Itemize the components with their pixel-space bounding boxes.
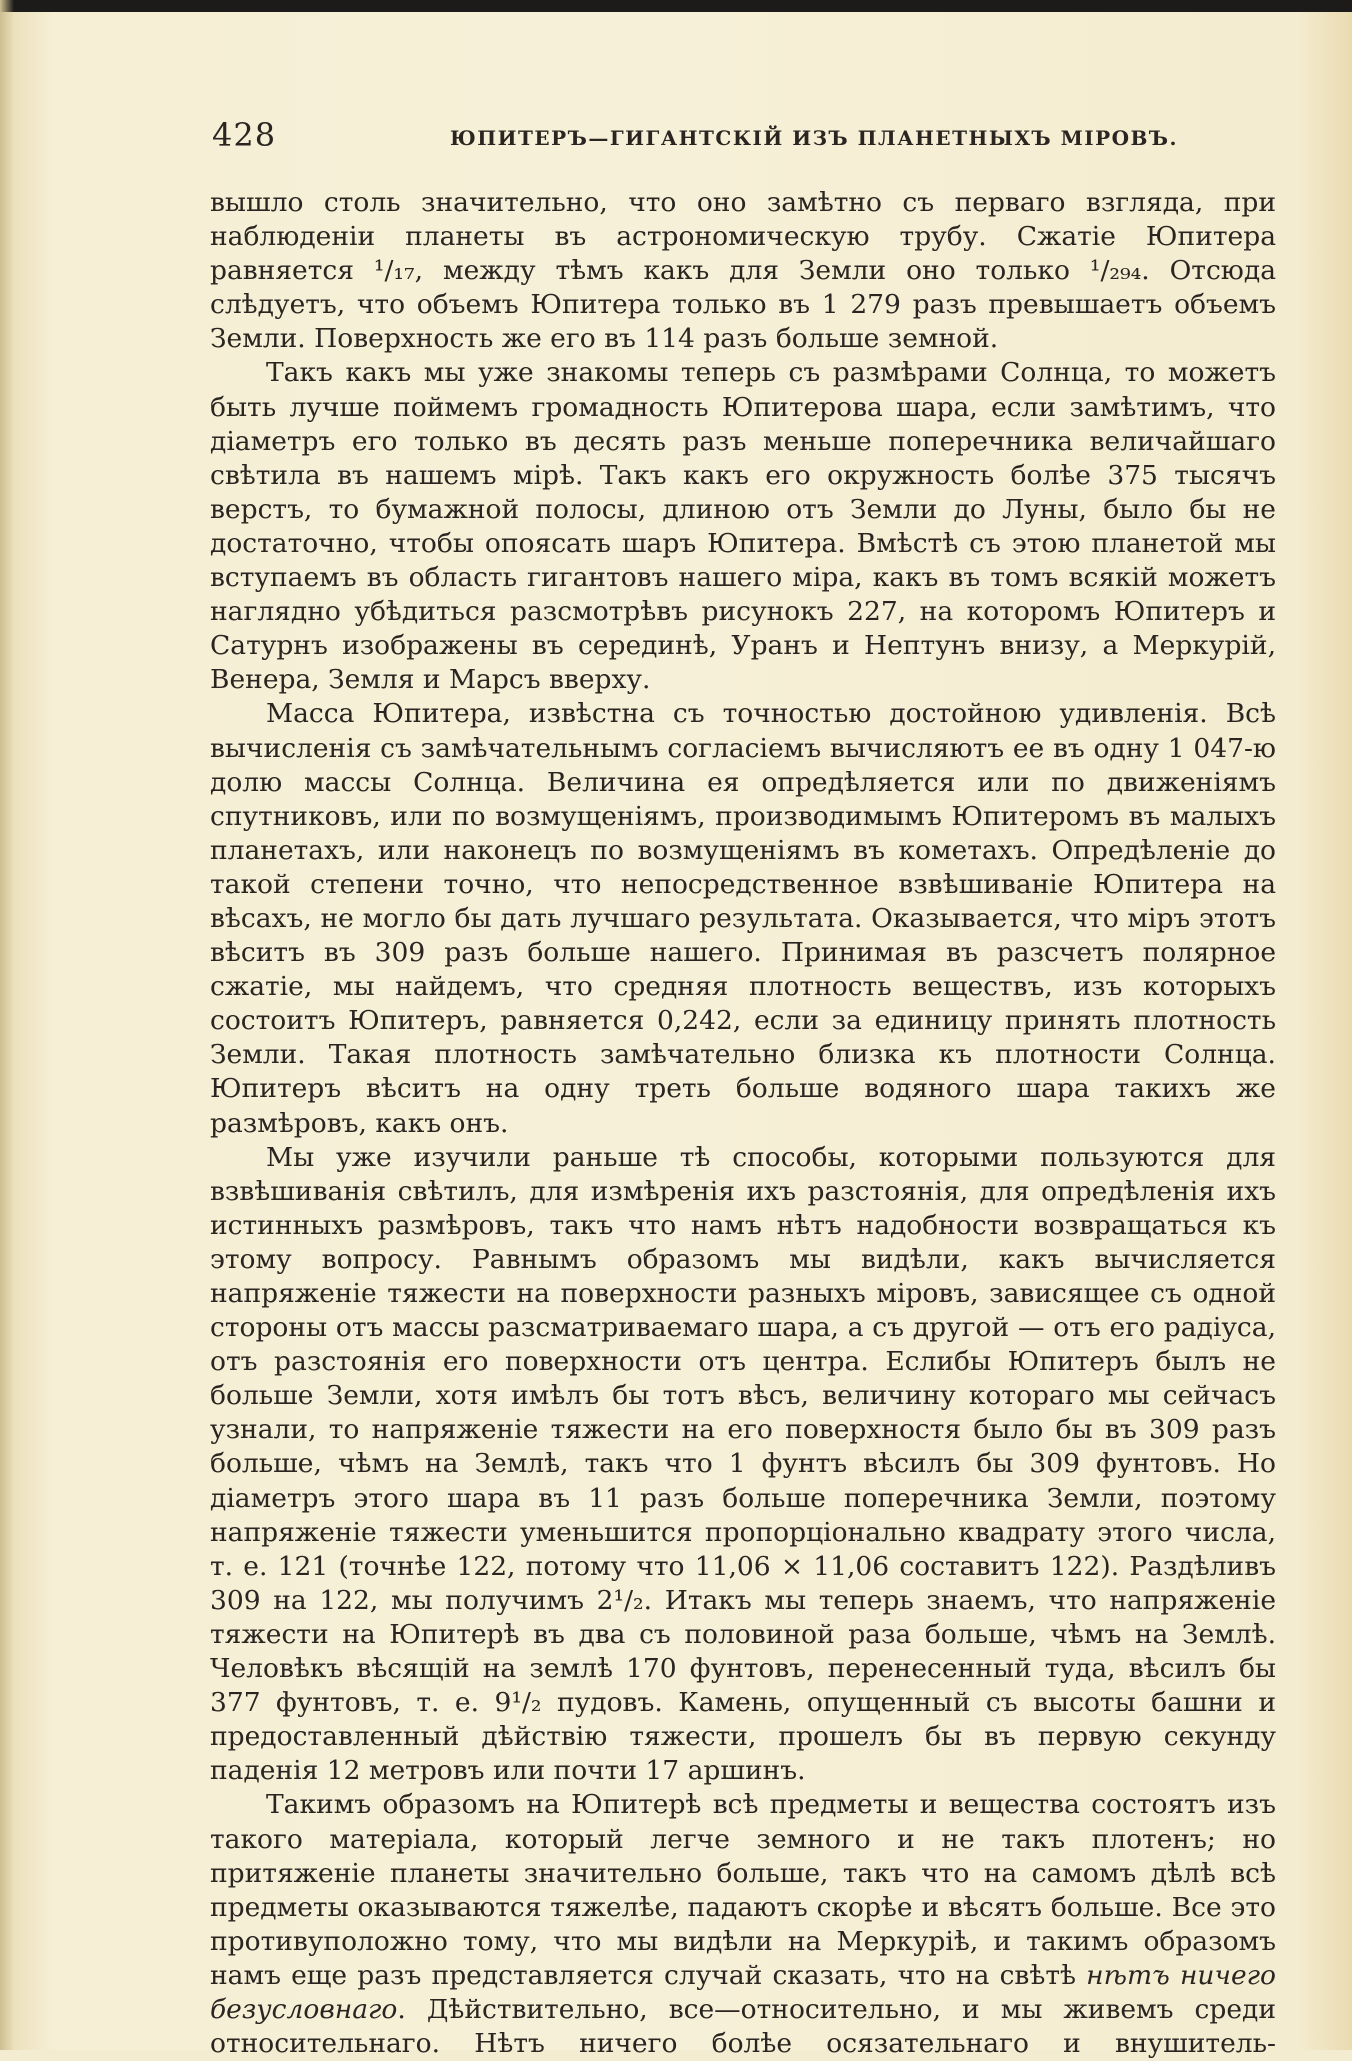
paragraph: Масса Юпитера, извѣстна съ точностью достойною удивленія. Всѣ вычисленія съ замѣчательнымъ согласіемъ вычисляютъ ее въ одну 1 047-ю долю массы Солнца. Величина ея опредѣляется или по движеніямъ спутниковъ, или по возмущеніямъ, производимымъ Юпитеромъ въ малыхъ планетахъ, или наконецъ по возмущеніямъ въ кометахъ. Опредѣленіе до такой степени точно, что непосредственное взвѣшиваніе Юпитера на вѣсахъ, не могло бы дать лучшаго результата. Оказывается, что міръ этотъ вѣситъ въ 309 разъ больше нашего. Принимая въ разсчетъ полярное сжатіе, мы найдемъ, что средняя плотность веществъ, изъ которыхъ состоитъ Юпитеръ, равняется 0,242, если за единицу принять плотность Земли. Такая плотность замѣчательно близка къ плотности Солнца. Юпитеръ вѣситъ на одну треть больше водяного шара такихъ же размѣровъ, какъ онъ.	[210, 698, 1276, 1139]
paragraph: Мы уже изучили раньше тѣ способы, которыми пользуются для взвѣшиванія свѣтилъ, для измѣренія ихъ разстоянія, для опредѣленія ихъ истинныхъ размѣровъ, такъ что намъ нѣтъ надобности возвращаться къ этому вопросу. Равнымъ образомъ мы видѣли, какъ вычисляется напряженіе тяжести на поверхности разныхъ міровъ, зависящее съ одной стороны отъ массы разсматриваемаго шара, а съ другой — отъ его радіуса, отъ разстоянія его поверхности отъ центра. Еслибы Юпитеръ былъ не больше Земли, хотя имѣлъ бы тотъ вѣсъ, величину котораго мы сейчасъ узнали, то напряженіе тяжести на его поверхностя было бы въ 309 разъ больше, чѣмъ на Землѣ, такъ что 1 фунтъ вѣсилъ бы 309 фунтовъ. Но діаметръ этого шара въ 11 разъ больше поперечника Земли, поэтому напряженіе тяжести уменьшится пропорціонально квадрату этого числа, т. е. 121 (точнѣе 122, потому что 11,06 × 11,06 составитъ 122). Раздѣливъ 309 на 122, мы получимъ 2¹/₂. Итакъ мы теперь знаемъ, что напряженіе тяжести на Юпитерѣ въ два съ половиной раза больше, чѣмъ на Землѣ. Человѣкъ вѣсящій на землѣ 170 фунтовъ, перенесенный туда, вѣсилъ бы 377 фунтовъ, т. е. 9¹/₂ пудовъ. Камень, опущенный съ высоты башни и предоставленный дѣйствію тяжести, прошелъ бы въ первую секунду паденія 12 метровъ или почти 17 аршинъ.	[210, 1141, 1276, 1787]
emphasized-phrase: нѣтъ ничего безусловнаго	[210, 1959, 1276, 2025]
paragraph-text: Такимъ образомъ на Юпитерѣ всѣ предметы и вещества состоятъ изъ такого матеріала, который легче земного и не такъ плотенъ; но притяженіе планеты значительно больше, такъ что на самомъ дѣлѣ всѣ предметы оказываются тяжелѣе, падаютъ скорѣе и вѣсятъ больше. Все это противуположно тому, что мы видѣли на Меркуріѣ, и такимъ образомъ намъ еще разъ представляется случай сказать, что на свѣтѣ	[210, 1789, 1276, 1991]
page-header	[212, 116, 1274, 156]
paragraph-last	[210, 1788, 1276, 2061]
page-number: 428	[212, 116, 277, 154]
scan-top-border	[0, 0, 1352, 12]
body-text	[210, 186, 1276, 2061]
paragraph: Такъ какъ мы уже знакомы теперь съ размѣрами Солнца, то можетъ быть лучше поймемъ громадность Юпитерова шара, если замѣтимъ, что діаметръ его только въ десять разъ меньше поперечника величайшаго свѣтила въ нашемъ мірѣ. Такъ какъ его окружность болѣе 375 тысячъ верстъ, то бумажной полосы, длиною отъ Земли до Луны, было бы не достаточно, чтобы опоясать шаръ Юпитера. Вмѣстѣ съ этою планетой мы вступаемъ въ область гигантовъ нашего міра, какъ въ томъ всякій можетъ наглядно убѣдиться разсмотрѣвъ рисунокъ 227, на которомъ Юпитеръ и Сатурнъ изображены въ серединѣ, Уранъ и Нептунъ внизу, а Меркурій, Венера, Земля и Марсъ вверху.	[210, 357, 1276, 696]
running-title: ЮПИТЕРЪ—ГИГАНТСКІЙ ИЗЪ ПЛАНЕТНЫХЪ МІРОВЪ.	[450, 126, 1179, 150]
paragraph: вышло столь значительно, что оно замѣтно съ перваго взгляда, при наблюденіи планеты въ астрономическую трубу. Сжатіе Юпитера равняется ¹/₁₇, между тѣмъ какъ для Земли оно только ¹/₂₉₄. Отсюда слѣдуетъ, что объемъ Юпитера только въ 1 279 разъ превышаетъ объемъ Земли. Поверхность же его въ 114 разъ больше земной.	[210, 187, 1276, 355]
scan-edge-shadow	[0, 0, 14, 2050]
paragraph-text: . Дѣйствительно, все—относительно, и мы живемъ среди относительнаго. Нѣтъ ничего болѣе осязательнаго и внушитель-	[210, 1993, 1276, 2060]
